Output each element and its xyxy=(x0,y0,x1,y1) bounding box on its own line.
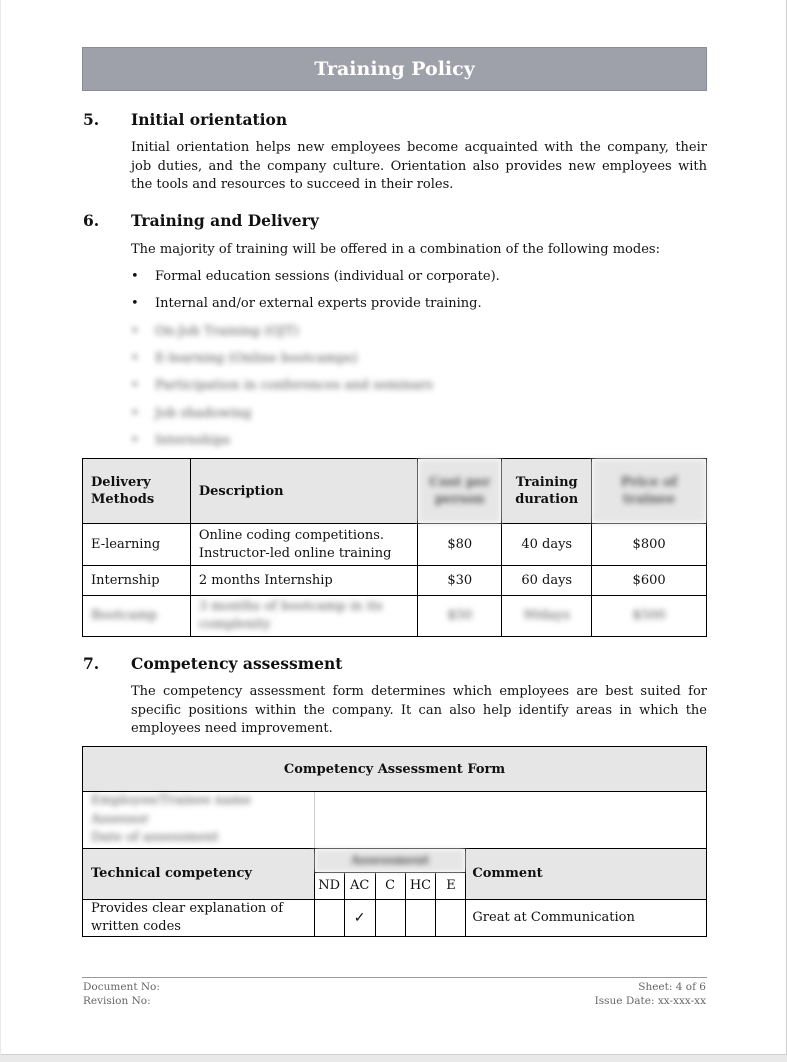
issue-date: Issue Date: xx-xxx-xx xyxy=(594,995,706,1007)
technical-competency-header: Technical competency xyxy=(83,848,315,899)
revision-number: Revision No: xyxy=(83,995,151,1007)
bullet-item-blurred: • On-Job Training (OJT) xyxy=(131,324,299,339)
bullet-item-blurred: • Participation in conferences and seminars xyxy=(131,378,433,393)
comment-cell: Great at Communication xyxy=(466,899,707,936)
bullet-item-blurred: • Internships xyxy=(131,433,231,448)
bullet-item-blurred: • E-learning (Online bootcamps) xyxy=(131,351,358,366)
rating-cell-hc xyxy=(405,899,436,936)
col-header-description: Description xyxy=(190,459,417,524)
rating-nd: ND xyxy=(314,872,344,899)
cell-method: Internship xyxy=(83,566,191,596)
document-number: Document No: xyxy=(83,981,160,993)
table-row-blurred xyxy=(83,596,707,637)
cell-description: 3 months of bootcamp in its complexity xyxy=(190,596,417,637)
form-info-values xyxy=(314,792,706,849)
table-row xyxy=(83,899,707,936)
section-5-number: 5. xyxy=(83,110,100,129)
form-info-labels xyxy=(83,792,315,849)
rating-c: C xyxy=(375,872,405,899)
sheet-number: Sheet: 4 of 6 xyxy=(638,981,706,993)
cell-cost: $30 xyxy=(418,566,502,596)
section-6-paragraph: The majority of training will be offered in a combination of the following modes: xyxy=(131,242,660,257)
rating-e: E xyxy=(436,872,466,899)
info-line: Date of assessment xyxy=(91,830,219,845)
section-5-title: Initial orientation xyxy=(131,110,288,129)
col-header-training-duration: Training duration xyxy=(502,459,592,524)
bullet-item: • Internal and/or external experts provide training. xyxy=(131,296,482,311)
rating-cell-c xyxy=(375,899,405,936)
competency-assessment-form xyxy=(82,746,707,937)
comment-header: Comment xyxy=(466,848,707,899)
rating-cell-e xyxy=(436,899,466,936)
info-line: Assessor xyxy=(91,811,149,827)
section-7-number: 7. xyxy=(83,654,100,673)
cell-price: $600 xyxy=(592,566,707,596)
cell-description: 2 months Internship xyxy=(190,566,417,596)
cell-price: $500 xyxy=(592,596,707,637)
section-7-paragraph: The competency assessment form determines which employees are best suited for specific positions within the company. It can also help identify areas in which the employees need improvement. xyxy=(131,684,707,736)
document-page xyxy=(1,0,787,1055)
form-title: Competency Assessment Form xyxy=(83,747,707,792)
section-7-title: Competency assessment xyxy=(131,654,343,673)
section-6-number: 6. xyxy=(83,211,100,230)
cell-method: E-learning xyxy=(83,524,191,566)
cell-description: Online coding competitions. Instructor-led online training xyxy=(190,524,417,566)
assessment-header: Assessment xyxy=(314,848,466,872)
cell-duration: 40 days xyxy=(502,524,592,566)
rating-hc: HC xyxy=(405,872,436,899)
check-mark-icon: ✓ xyxy=(344,899,375,936)
table-row xyxy=(83,566,707,596)
cell-duration: 90days xyxy=(502,596,592,637)
section-6-title: Training and Delivery xyxy=(131,211,319,230)
footer-divider xyxy=(82,977,707,978)
cell-method: Bootcamp xyxy=(83,596,191,637)
info-line: Employee/Trainee name xyxy=(91,793,252,808)
col-header-delivery-methods: Delivery Methods xyxy=(83,459,191,524)
cell-cost: $50 xyxy=(418,596,502,637)
rating-ac: AC xyxy=(344,872,375,899)
cell-price: $800 xyxy=(592,524,707,566)
delivery-methods-table xyxy=(82,458,707,637)
col-header-cost-per-person: Cost per person xyxy=(418,459,502,524)
cell-cost: $80 xyxy=(418,524,502,566)
table-header-row xyxy=(83,459,707,524)
section-5-paragraph: Initial orientation helps new employees become acquainted with the company, their job duties, and the company culture. Orientation also provides new employees with the tools and resources to succeed in their roles. xyxy=(131,140,707,192)
page-title: Training Policy xyxy=(82,47,707,91)
competency-cell: Provides clear explanation of written codes xyxy=(83,899,315,936)
rating-cell-nd xyxy=(314,899,344,936)
cell-duration: 60 days xyxy=(502,566,592,596)
bullet-item: • Formal education sessions (individual or corporate). xyxy=(131,269,500,284)
col-header-price-of-trainee: Price of trainee xyxy=(592,459,707,524)
bullet-item-blurred: • Job shadowing xyxy=(131,406,252,421)
table-row xyxy=(83,524,707,566)
